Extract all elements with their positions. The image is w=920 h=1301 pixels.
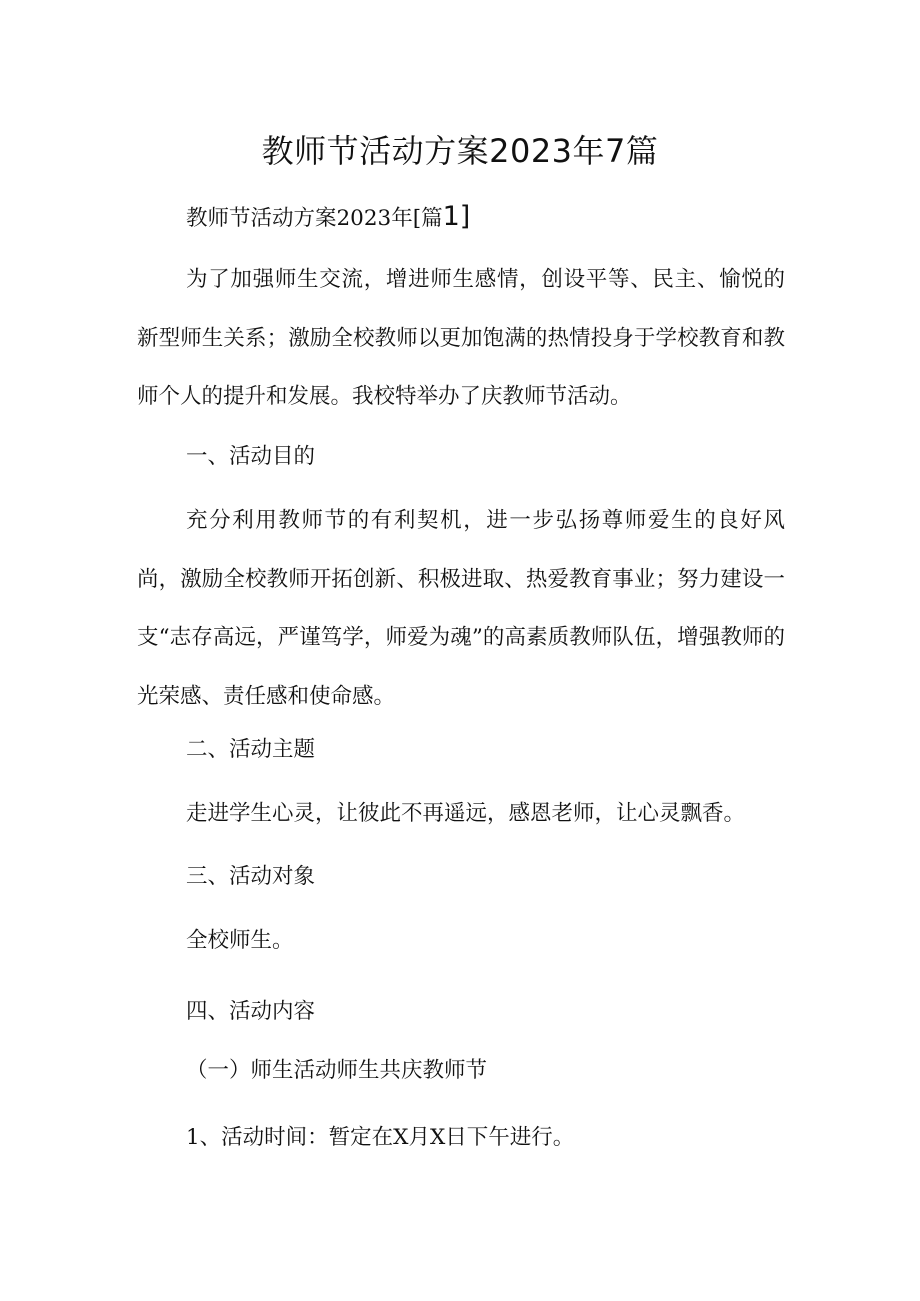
- section-2-heading: 二、活动主题: [186, 737, 316, 762]
- subtitle-prefix: 教师节活动方案2023年[篇: [186, 206, 443, 231]
- section-1-heading: 一、活动目的: [186, 444, 316, 469]
- intro-paragraph: 为了加强师生交流，增进师生感情，创设平等、民主、愉悦的新型师生关系；激励全校教师以更加饱满的热情投身于学校教育和教师个人的提升和发展。我校特举办了庆教师节活动。: [137, 267, 785, 409]
- section-1-body: 充分利用教师节的有利契机，进一步弘扬尊师爱生的良好风尚，激励全校教师开拓创新、积极进取、热爱教育事业；努力建设一支“志存高远，严谨笃学，师爱为魂”的高素质教师队伍，增强教师的光荣感、责任感和使命感。: [137, 508, 785, 709]
- document-subtitle: [186, 200, 470, 236]
- section-4-subheading: （一）师生活动师生共庆教师节: [186, 1058, 488, 1083]
- section-3-body: 全校师生。: [186, 928, 294, 953]
- section-4-item-1: 1、活动时间：暂定在X月X日下午进行。: [186, 1125, 575, 1150]
- section-3-heading: 三、活动对象: [186, 864, 316, 889]
- section-2-body: 走进学生心灵，让彼此不再遥远，感恩老师，让心灵飘香。: [186, 801, 746, 826]
- subtitle-suffix: 1]: [442, 201, 471, 232]
- document-title: 教师节活动方案2023年7篇: [261, 132, 659, 170]
- section-4-heading: 四、活动内容: [186, 999, 316, 1024]
